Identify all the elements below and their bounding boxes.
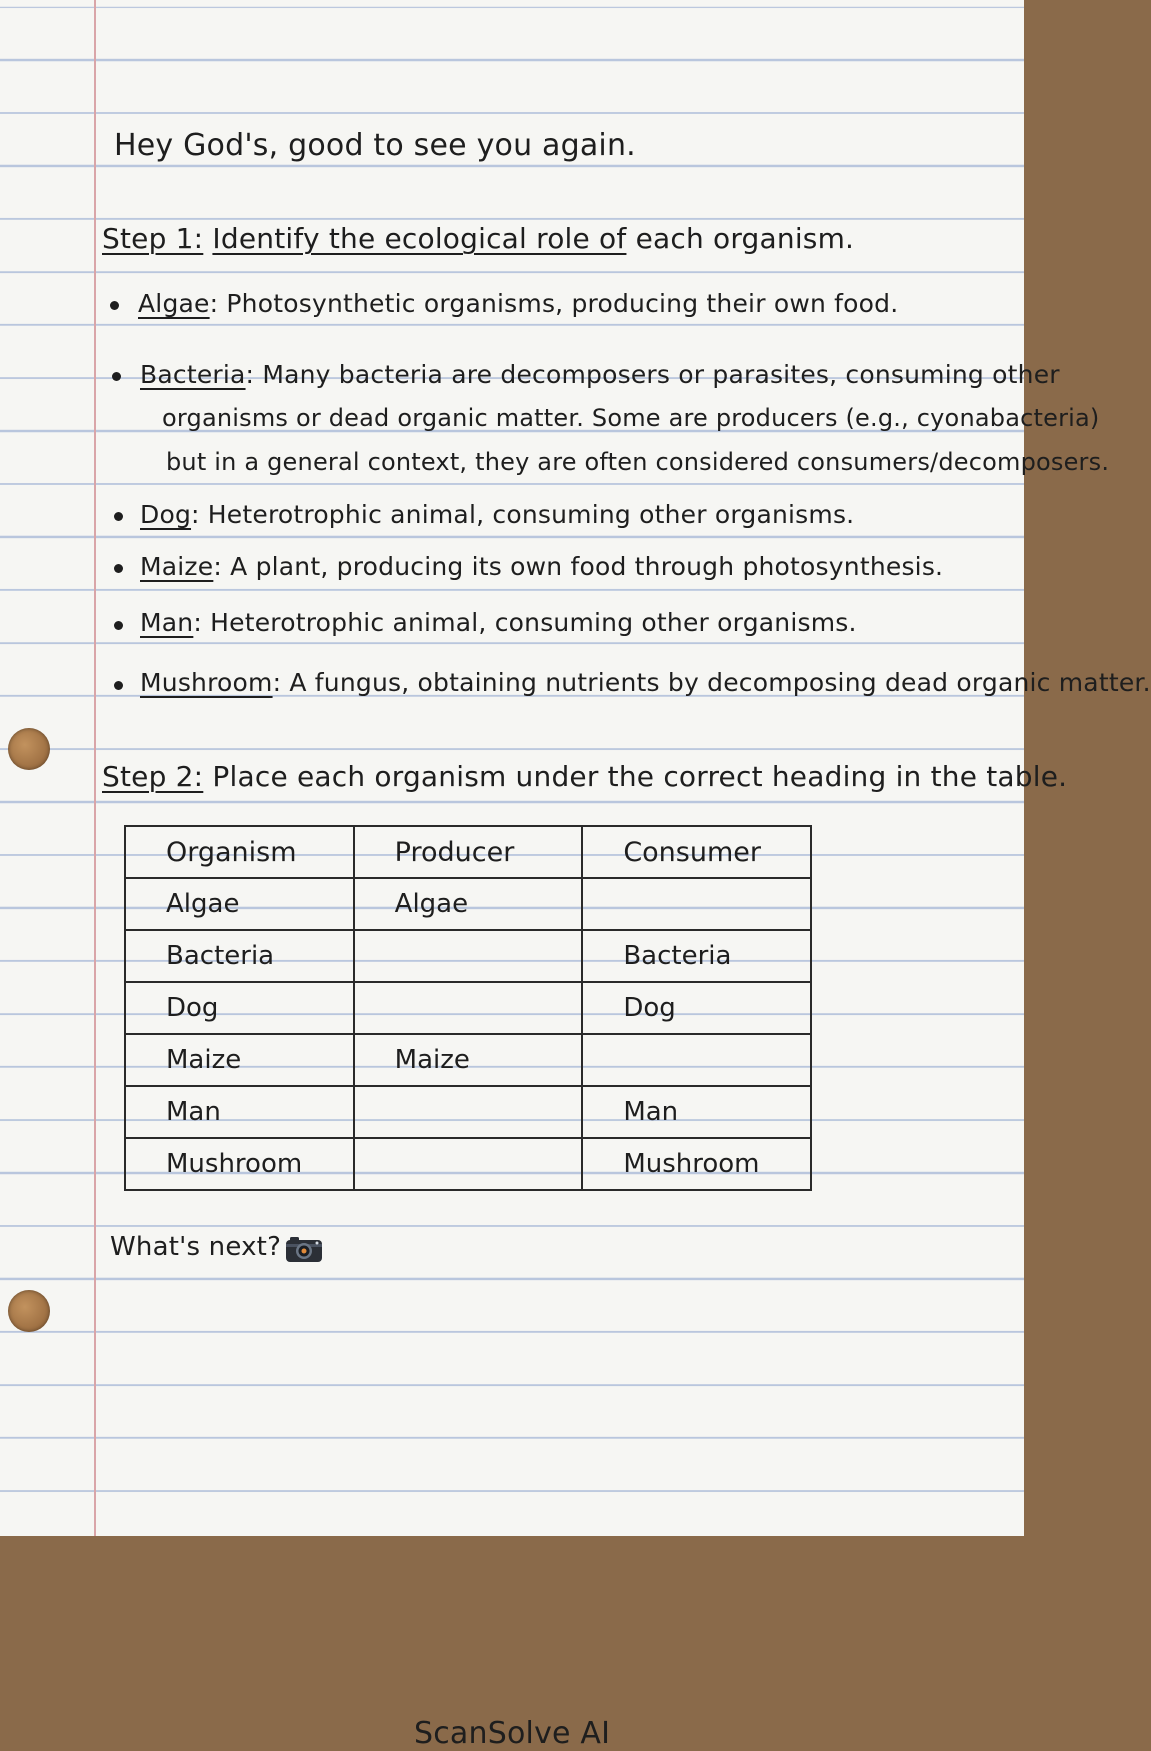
role-item-algae: Algae: Photosynthetic organisms, producing their own food. — [138, 289, 899, 318]
step1-title-underlined: Identify the ecological role of — [212, 222, 627, 255]
table-row — [125, 1034, 811, 1086]
step2-heading — [102, 760, 1067, 793]
table-cell: Dog — [582, 982, 811, 1034]
table-row — [125, 930, 811, 982]
role-name: Bacteria — [140, 360, 246, 389]
table-cell: Mushroom — [582, 1138, 811, 1190]
step1-heading — [102, 222, 854, 255]
role-text: A fungus, obtaining nutrients by decomposing dead organic matter. — [289, 668, 1151, 697]
step2-label: Step 2: — [102, 760, 204, 793]
table-cell: Bacteria — [582, 930, 811, 982]
greeting: Hey God's, good to see you again. — [114, 128, 636, 163]
role-text-continued: but in a general context, they are often considered consumers/decomposers. — [166, 448, 1110, 476]
role-item-dog: Dog: Heterotrophic animal, consuming other organisms. — [140, 500, 855, 529]
step1-label: Step 1: — [102, 222, 204, 255]
table-cell — [354, 930, 583, 982]
margin-line — [94, 0, 96, 1536]
table-row — [125, 1138, 811, 1190]
table-cell: Maize — [125, 1034, 354, 1086]
step2-title: Place each organism under the correct heading in the table. — [212, 760, 1068, 793]
next-prompt: What's next? — [110, 1232, 282, 1262]
table-cell: Bacteria — [125, 930, 354, 982]
table-cell — [582, 878, 811, 930]
role-text: A plant, producing its own food through photosynthesis. — [230, 552, 944, 581]
column-header: Organism — [125, 826, 354, 878]
bullet — [112, 372, 121, 381]
role-item-maize: Maize: A plant, producing its own food through photosynthesis. — [140, 552, 944, 581]
table-row — [125, 878, 811, 930]
table-row — [125, 982, 811, 1034]
column-header: Producer — [354, 826, 583, 878]
step1-title-rest: each organism. — [635, 222, 855, 255]
role-item-man: Man: Heterotrophic animal, consuming other organisms. — [140, 608, 857, 637]
role-text: Heterotrophic animal, consuming other organisms. — [207, 500, 855, 529]
table-cell — [354, 1138, 583, 1190]
role-name: Algae — [138, 289, 210, 318]
bullet — [114, 621, 123, 630]
role-name: Dog — [140, 500, 192, 529]
table-cell — [354, 982, 583, 1034]
role-text: Many bacteria are decomposers or parasites, consuming other — [262, 360, 1060, 389]
table-cell: Man — [125, 1086, 354, 1138]
table-row — [125, 1086, 811, 1138]
table-cell: Mushroom — [125, 1138, 354, 1190]
table-cell — [354, 1086, 583, 1138]
camera-icon[interactable] — [284, 1234, 324, 1264]
organism-table — [124, 825, 812, 1191]
column-header: Consumer — [582, 826, 811, 878]
table-header-row — [125, 826, 811, 878]
punch-hole — [8, 728, 50, 770]
role-text: Photosynthetic organisms, producing their own food. — [226, 289, 899, 318]
role-name: Maize — [140, 552, 214, 581]
table-cell: Maize — [354, 1034, 583, 1086]
table-cell: Dog — [125, 982, 354, 1034]
bullet — [114, 564, 123, 573]
table-cell: Algae — [125, 878, 354, 930]
role-item-mushroom: Mushroom: A fungus, obtaining nutrients by decomposing dead organic matter. — [140, 668, 1151, 697]
table-cell — [582, 1034, 811, 1086]
role-text: Heterotrophic animal, consuming other organisms. — [210, 608, 857, 637]
role-name: Man — [140, 608, 194, 637]
bullet — [114, 681, 123, 690]
brand-signature: ScanSolve AI — [414, 1716, 611, 1751]
role-item-bacteria: Bacteria: Many bacteria are decomposers or parasites, consuming other — [140, 360, 1060, 389]
table-cell: Man — [582, 1086, 811, 1138]
table-cell: Algae — [354, 878, 583, 930]
role-text-continued: organisms or dead organic matter. Some are producers (e.g., cyonabacteria) — [162, 404, 1100, 432]
bullet — [110, 301, 119, 310]
punch-hole — [8, 1290, 50, 1332]
role-name: Mushroom — [140, 668, 273, 697]
bullet — [114, 512, 123, 521]
